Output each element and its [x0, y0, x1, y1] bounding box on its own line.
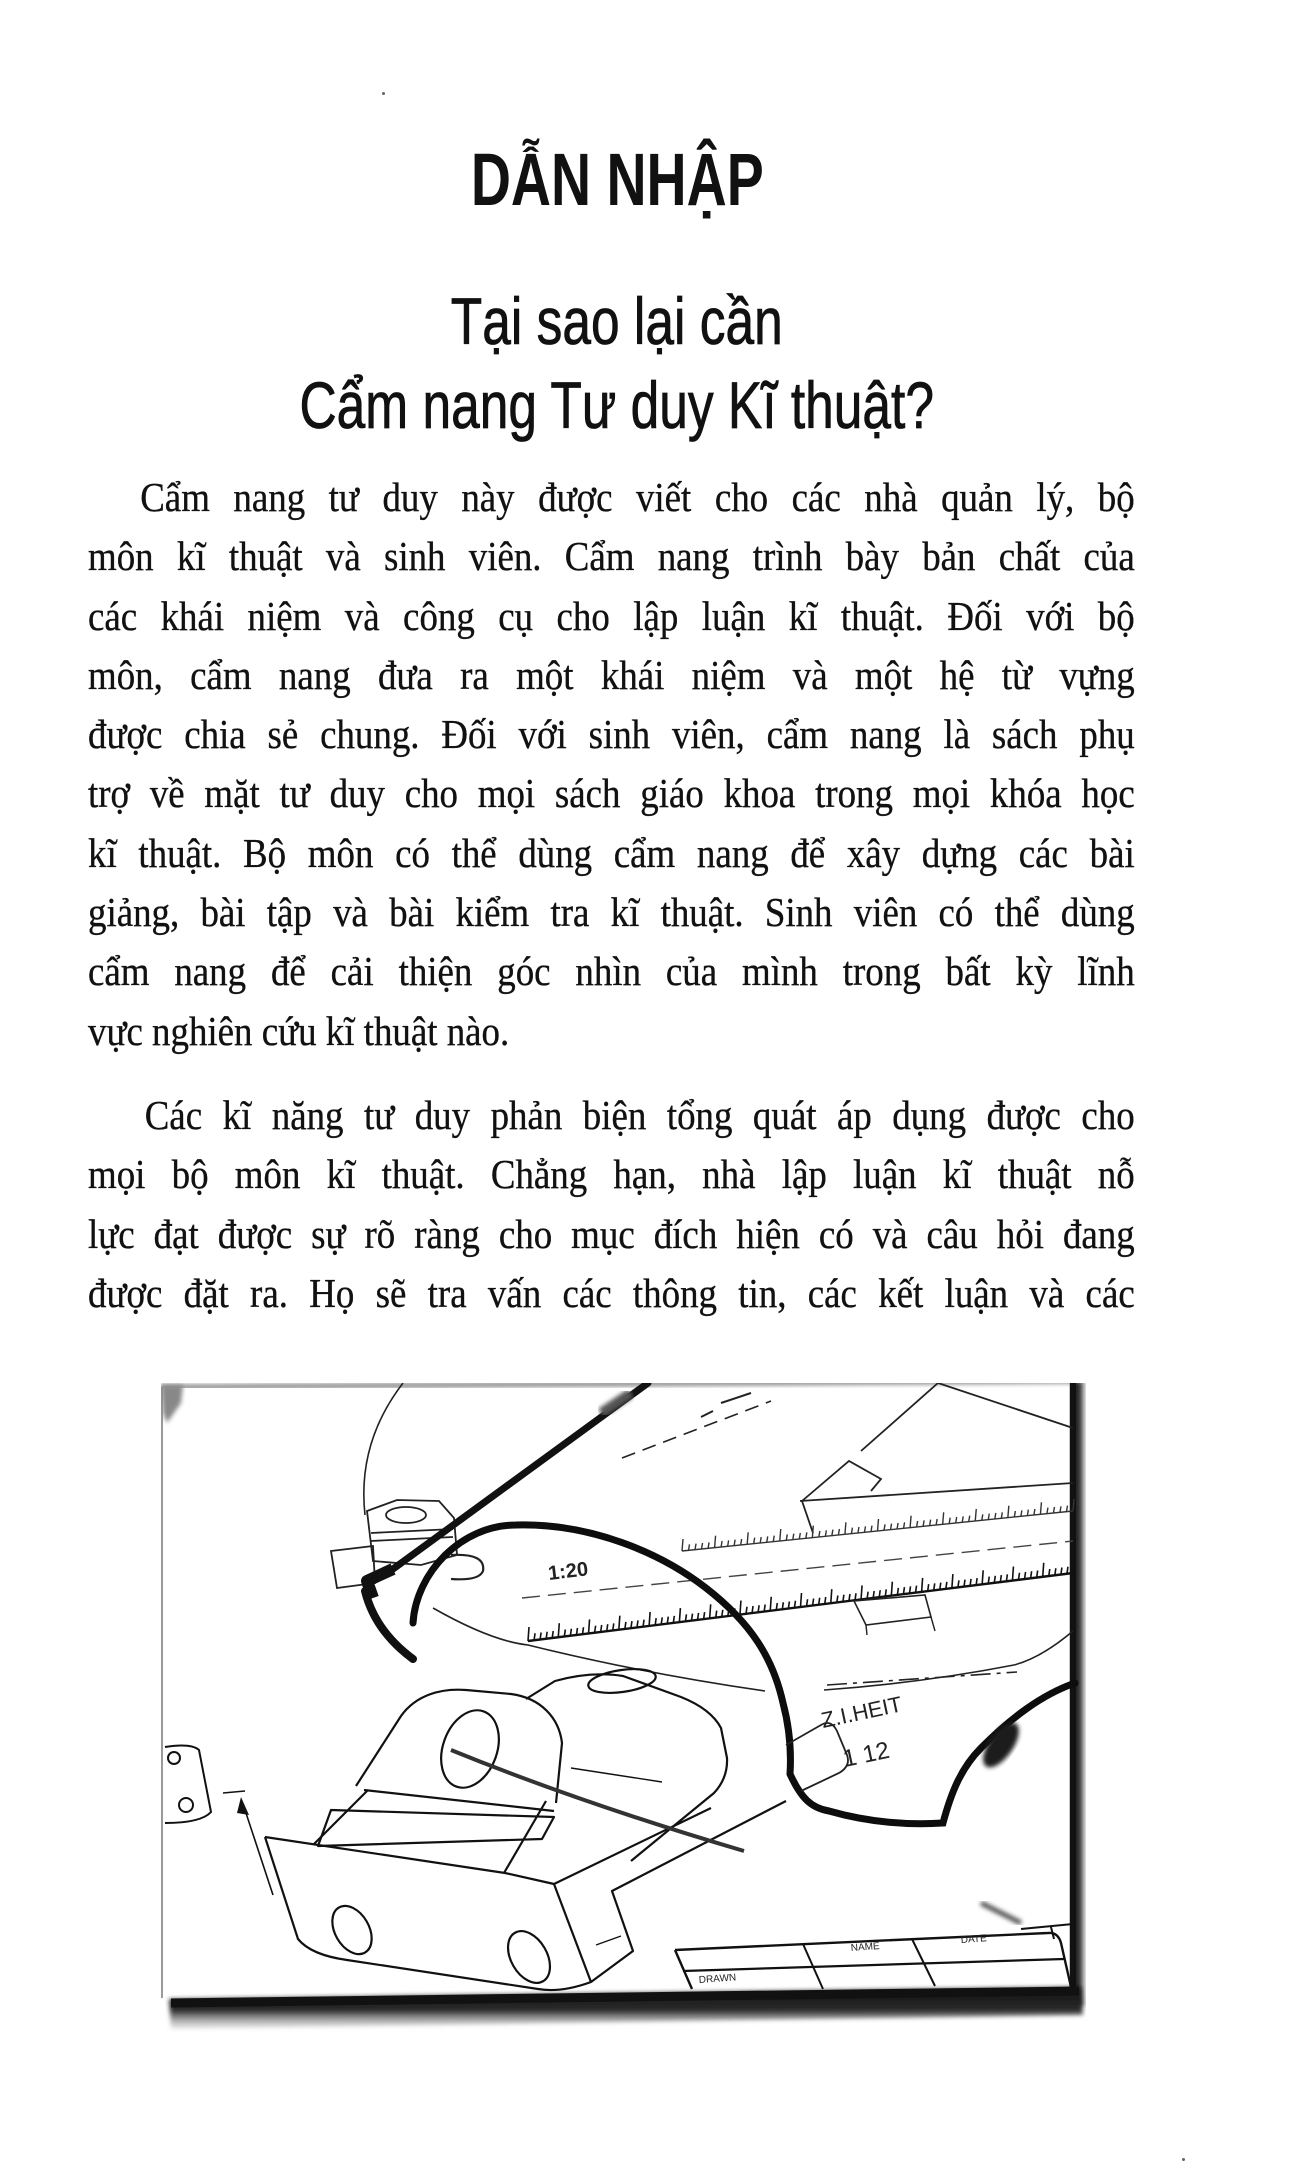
ruler-tick [715, 1536, 716, 1548]
title-block-name-label: NAME [850, 1941, 881, 1954]
ruler-tick [878, 1519, 879, 1531]
notch-outline [802, 1461, 881, 1501]
ruler-tick [564, 1629, 565, 1636]
ruler-tick [1006, 1574, 1007, 1581]
ruler-tick [885, 1589, 886, 1596]
ruler-tick [747, 1532, 748, 1544]
ruler-tick [540, 1632, 541, 1639]
ruler-upper-ticks [682, 1499, 1074, 1551]
ruler-tick [682, 1539, 683, 1551]
ruler-tick [855, 1593, 856, 1600]
ruler-tick [788, 1602, 789, 1609]
ruler-tick [922, 1578, 923, 1592]
ruler-tick [1008, 1506, 1009, 1518]
scan-speck [382, 92, 385, 95]
ruler-tick [740, 1601, 741, 1615]
ruler-tick [752, 1606, 753, 1613]
ruler-tick [831, 1589, 832, 1603]
ruler-tick [812, 1526, 813, 1538]
ruler-tick [1061, 1568, 1062, 1575]
ruler-tick [1021, 1510, 1022, 1516]
ruler-tick [552, 1631, 553, 1638]
ruler-tick [988, 1514, 989, 1520]
ruler-tick [741, 1539, 742, 1545]
chapter-subtitle [0, 279, 1234, 447]
ruler-tick [952, 1574, 953, 1588]
ruler-tick [982, 1514, 983, 1520]
ruler-tick [1040, 1502, 1041, 1514]
ruler-tick [928, 1584, 929, 1591]
body-paragraph [88, 468, 1135, 1061]
ruler-tick [813, 1598, 814, 1605]
ruler-tick [534, 1633, 535, 1640]
scale-ruler [522, 1483, 1074, 1641]
ruler-tick [1047, 1508, 1048, 1514]
pen-smudge [981, 1903, 1021, 1923]
ruler-tick [832, 1530, 833, 1536]
paragraph-line: được đặt ra. Họ sẽ tra vấn các thông tin, các kết luận và các [88, 1269, 1135, 1316]
ruler-tick [1012, 1567, 1013, 1581]
ruler-tick [1053, 1507, 1054, 1513]
small-marks [701, 1393, 751, 1417]
ruler-tick [793, 1534, 794, 1540]
ruler-tick [864, 1526, 865, 1532]
paragraph-line: vực nghiên cứu kĩ thuật nào. [88, 1007, 510, 1054]
ruler-tick [782, 1602, 783, 1609]
ruler-tick [601, 1625, 602, 1632]
ruler-top-edge [800, 1483, 1073, 1501]
ruler-tick [964, 1580, 965, 1587]
ruler-tick [767, 1536, 768, 1542]
ruler-tick [673, 1616, 674, 1623]
plate-edge-mark [596, 1936, 621, 1945]
paragraph-line: trợ về mặt tư duy cho mọi sách giáo khoa trong mọi khóa học [88, 770, 1135, 817]
ruler-tick [679, 1608, 680, 1622]
title-block-left-edge [675, 1950, 692, 1989]
paragraph-line: môn kĩ thuật và sinh viên. Cẩm nang trình bày bản chất của [88, 533, 1135, 580]
ruler-tick [975, 1509, 976, 1521]
ruler-tick [994, 1576, 995, 1583]
ruler-tick [1031, 1571, 1032, 1578]
photo-frame [161, 1383, 1086, 2029]
ruler-tick [1027, 1510, 1028, 1516]
paragraph-line: được chia sẻ chung. Đối với sinh viên, cẩm nang là sách phụ [88, 711, 1135, 758]
ruler-tick [825, 1530, 826, 1536]
ruler-tick [982, 1570, 983, 1584]
ruler-tick [760, 1537, 761, 1543]
angled-edge [861, 1383, 938, 1451]
ruler-box-left [802, 1501, 813, 1533]
ruler-tick [716, 1611, 717, 1618]
ruler-tick [1000, 1575, 1001, 1582]
ruler-tick [1049, 1569, 1050, 1576]
small-bracket-curve [451, 1555, 483, 1580]
ruler-tick [819, 1598, 820, 1605]
small-bracket-hole [386, 1507, 426, 1523]
boss-outline [356, 1690, 562, 1803]
stamp-line-1: Z.I.HEIT [818, 1691, 905, 1733]
arc-lower-right [824, 1631, 1073, 1690]
ruler-tick [794, 1601, 795, 1608]
ruler-tick [1066, 1506, 1067, 1512]
ruler-tick [1001, 1512, 1002, 1518]
ruler-tick [710, 1604, 711, 1618]
ruler-tick [904, 1522, 905, 1528]
ruler-tick [558, 1623, 559, 1637]
ruler-tick [897, 1523, 898, 1529]
ruler-tick [916, 1586, 917, 1593]
ruler-tick [988, 1577, 989, 1584]
ruler-tick [843, 1595, 844, 1602]
title-block-marker [1021, 1924, 1073, 1939]
ruler-tick [607, 1624, 608, 1631]
ruler-lower-ticks [528, 1559, 1074, 1641]
ruler-tick [930, 1520, 931, 1526]
arrow-up-icon [237, 1797, 249, 1815]
boss-right-leg [504, 1801, 546, 1873]
ruler-tick [589, 1619, 590, 1633]
ruler-tick [851, 1528, 852, 1534]
ruler-tick [949, 1518, 950, 1524]
ruler-tick [956, 1517, 957, 1523]
ruler-tick [1014, 1511, 1015, 1517]
paragraph-line: môn, cẩm nang đưa ra một khái niệm và một hệ từ vựng [88, 651, 1135, 698]
ruler-tick [643, 1620, 644, 1627]
ruler-tick [722, 1610, 723, 1617]
ruler-tick [689, 1544, 690, 1550]
title-block-row-line [683, 1959, 1064, 1971]
dashed-center-line [622, 1401, 771, 1458]
paragraph-line: giảng, bài tập và bài kiểm tra kĩ thuật. Sinh viên có thể dùng [88, 889, 1135, 936]
title-block-date-label: DATE [960, 1933, 988, 1946]
left-edge-part [165, 1746, 273, 1895]
ruler-tick [595, 1626, 596, 1633]
ruler-tick [770, 1597, 771, 1611]
ruler-tick [934, 1583, 935, 1590]
ruler-tick [891, 1582, 892, 1596]
ruler-tick [910, 1516, 911, 1528]
ruler-tick [879, 1590, 880, 1597]
ruler-tick [1019, 1573, 1020, 1580]
ruler-tick [661, 1617, 662, 1624]
back-block-line [571, 1768, 662, 1782]
ruler-tick [825, 1597, 826, 1604]
ruler-tick [1073, 1559, 1074, 1573]
back-block-hole [587, 1665, 657, 1696]
back-block-outline [526, 1674, 727, 1861]
ruler-tick [917, 1521, 918, 1527]
ruler-tick [583, 1627, 584, 1634]
technical-drawing-figure [161, 1383, 1086, 2033]
frame-corner-smudge [161, 1385, 183, 1423]
ruler-tick [838, 1529, 839, 1535]
ruler-tick [764, 1605, 765, 1612]
ruler-tick [897, 1588, 898, 1595]
arc-upper-left [364, 1383, 403, 1515]
ruler-tick [702, 1543, 703, 1549]
ruler-tick [619, 1616, 620, 1630]
paragraph-line: lực đạt được sự rõ ràng cho mục đích hiện có và câu hỏi đang [88, 1210, 1135, 1257]
ruler-tick [698, 1613, 699, 1620]
scale-label: 1:20 [546, 1558, 590, 1585]
ruler-tick [845, 1522, 846, 1534]
ruler-tick [943, 1512, 944, 1524]
ruler-tick [976, 1578, 977, 1585]
paragraph-line: Cẩm nang tư duy này được viết cho các nhà quản lý, bộ [140, 474, 1135, 520]
ruler-tick [613, 1623, 614, 1630]
ruler-tick [625, 1622, 626, 1629]
ruler-tick [637, 1620, 638, 1627]
base-plate-outline [265, 1801, 786, 1990]
ruler-tick [655, 1618, 656, 1625]
stamp [786, 1691, 904, 1791]
base-plate-hole-right [499, 1924, 558, 1990]
paragraph-line: kĩ thuật. Bộ môn có thể dùng cẩm nang để xây dựng các bài [88, 829, 1135, 876]
ruler-tick [923, 1520, 924, 1526]
title-block [675, 1903, 1073, 1989]
paragraph-line: mọi bộ môn kĩ thuật. Chẳng hạn, nhà lập luận kĩ thuật nỗ [88, 1151, 1135, 1198]
ruler-tick [546, 1632, 547, 1639]
ruler-tick [754, 1538, 755, 1544]
subtitle-line-text: Cẩm nang Tư duy Kĩ thuật? [299, 368, 935, 442]
ruler-tick [570, 1629, 571, 1636]
stylus-stroke [451, 1750, 744, 1851]
ruler-tick [776, 1603, 777, 1610]
ruler-tick [692, 1614, 693, 1621]
ruler-tick [734, 1540, 735, 1546]
base-plate-back-edge [554, 1808, 711, 1884]
boss-hole [431, 1702, 509, 1796]
body-paragraph [88, 1086, 1135, 1323]
paragraph-line: Các kĩ năng tư duy phản biện tổng quát áp dụng được cho [144, 1092, 1135, 1138]
ruler-tick [819, 1531, 820, 1537]
ruler-tick [806, 1532, 807, 1538]
ruler-tick [807, 1599, 808, 1606]
scan-speck [1182, 2158, 1185, 2161]
paragraph-line: cẩm nang để cải thiện góc nhìn của mình trong bất kỳ lĩnh [88, 948, 1135, 995]
angled-outline [802, 1383, 1073, 1533]
ruler-tick [891, 1524, 892, 1530]
compass-joint [367, 1569, 393, 1598]
ruler-tick [903, 1587, 904, 1594]
ruler-tick [1034, 1509, 1035, 1515]
ruler-tick [746, 1607, 747, 1614]
ruler-tick [685, 1614, 686, 1621]
paragraph-line: các khái niệm và công cụ cho lập luận kĩ thuật. Đối với bộ [88, 592, 1135, 639]
ruler-tick [1073, 1499, 1074, 1511]
ruler-tick [849, 1594, 850, 1601]
ruler-tick [858, 1527, 859, 1533]
ruler-center-line [522, 1541, 1073, 1598]
ruler-tick [1043, 1563, 1044, 1577]
stamp-line-2: 1 12 [840, 1736, 892, 1773]
ruler-tick [528, 1627, 529, 1641]
middle-slab [318, 1810, 554, 1846]
ruler-tick [837, 1595, 838, 1602]
chapter-heading [0, 138, 1234, 221]
ruler-tick [780, 1529, 781, 1541]
ruler-tick [1025, 1572, 1026, 1579]
technical-drawing-illustration [161, 1383, 1086, 2033]
subtitle-line-text: Tại sao lại cần [451, 284, 783, 358]
left-part-hole-top [168, 1752, 180, 1764]
compass-nib [365, 1591, 413, 1659]
chapter-heading-text: DẪN NHẬP [470, 138, 764, 221]
ruler-tick [631, 1621, 632, 1628]
base-plate-hole-left [324, 1899, 379, 1961]
ruler-tick [995, 1513, 996, 1519]
ruler-tick [799, 1533, 800, 1539]
ruler-tick [704, 1612, 705, 1619]
ruler-tick [1037, 1571, 1038, 1578]
ruler-tick [728, 1540, 729, 1546]
ruler-tick [576, 1628, 577, 1635]
ruler-tick [946, 1582, 947, 1589]
dimension-tick [223, 1791, 245, 1793]
ruler-window-legs [866, 1617, 935, 1635]
ruler-tick [773, 1536, 774, 1542]
ruler-tick [969, 1516, 970, 1522]
ruler-tick [910, 1586, 911, 1593]
ruler-tick [695, 1544, 696, 1550]
ruler-tick [786, 1534, 787, 1540]
ruler-tick [970, 1579, 971, 1586]
ruler-tick [962, 1516, 963, 1522]
ruler-tick [867, 1592, 868, 1599]
ruler-tick [1060, 1506, 1061, 1512]
subtitle-line [0, 279, 1234, 363]
ruler-tick [667, 1617, 668, 1624]
ruler-tick [940, 1583, 941, 1590]
bracket-part [265, 1665, 786, 1990]
top-slope-edge [938, 1383, 1073, 1428]
ruler-tick [873, 1591, 874, 1598]
ruler-tick [861, 1585, 862, 1599]
base-plate-corner-edge [554, 1884, 591, 1982]
ruler-tick [936, 1519, 937, 1525]
ruler-tick [1067, 1567, 1068, 1574]
ruler-tick [871, 1526, 872, 1532]
left-part-hole-bottom [179, 1798, 193, 1812]
ruler-tick [958, 1580, 959, 1587]
ruler-tick [758, 1605, 759, 1612]
ruler-tick [884, 1524, 885, 1530]
ruler-tick [1055, 1568, 1056, 1575]
dash-dot-line [827, 1672, 1017, 1685]
ruler-tick [708, 1542, 709, 1548]
arc-lower-left [433, 1608, 765, 1691]
title-block-drawn-label: DRAWN [698, 1972, 737, 1986]
ruler-tick [801, 1593, 802, 1607]
ruler-tick [721, 1541, 722, 1547]
boss-bottom-edge [364, 1790, 554, 1811]
ruler-tick [649, 1612, 650, 1626]
ruler-window [854, 1595, 931, 1625]
subtitle-line [0, 363, 1234, 447]
